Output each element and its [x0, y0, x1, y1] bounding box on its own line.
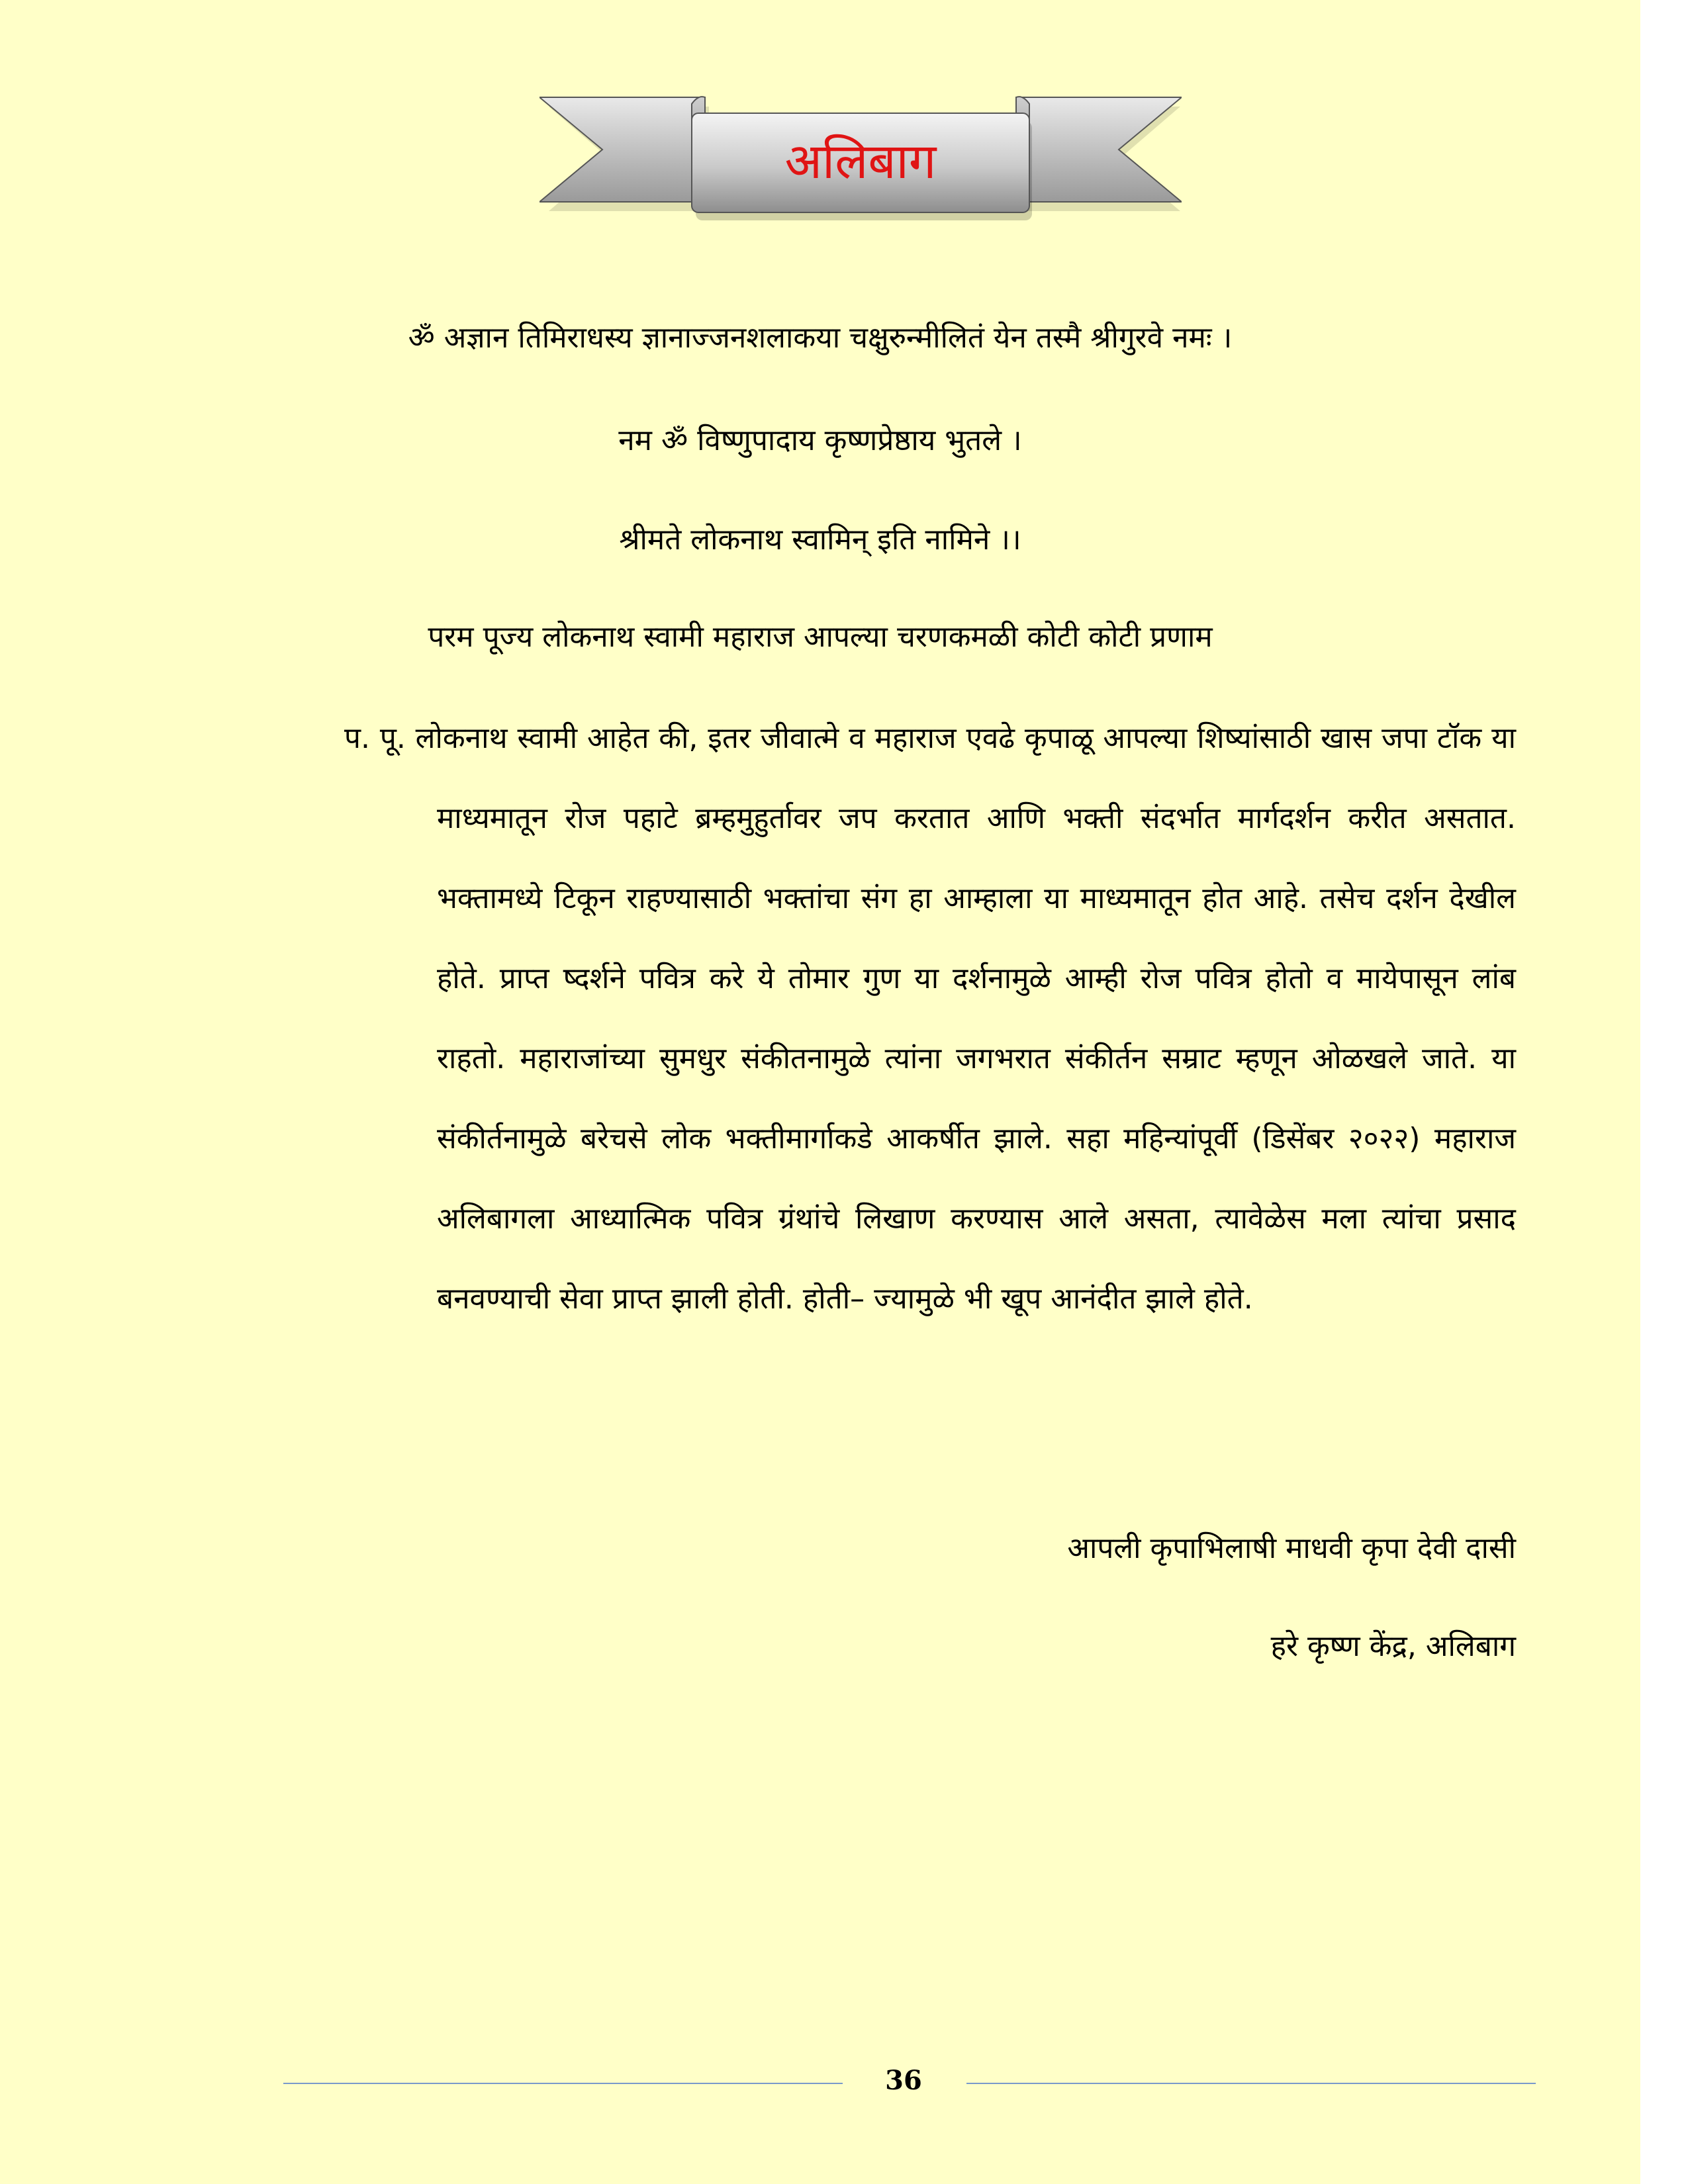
banner-title: अलिबाग	[784, 132, 937, 190]
salutation-line: परम पूज्य लोकनाथ स्वामी महाराज आपल्या चरणकमळी कोटी कोटी प्रणाम	[428, 620, 1213, 654]
invocation-line-1: ॐ अज्ञान तिमिराधस्य ज्ञानाज्जनशलाकया चक्षुरुन्मीलितं येन तस्मै श्रीगुरवे नमः ।	[408, 321, 1233, 355]
footer-rule-left	[283, 2083, 843, 2084]
body-paragraph: प. पू. लोकनाथ स्वामी आहेत की, इतर जीवात्मे व महाराज एवढे कृपाळू आपल्या शिष्यांसाठी खास जपा टॉक या माध्यमातून रोज पहाटे ब्रम्हमुहुर्तावर जप करतात आणि भक्ती संदर्भात मार्गदर्शन करीत असतात. भक्तामध्ये टिकून राहण्यासाठी भक्तांचा संग हा आम्हाला या माध्यमातून होत आहे. तसेच दर्शन देखील होते. प्राप्त ष्दर्शने पवित्र करे ये तोमार गुण या दर्शनामुळे आम्ही रोज पवित्र होतो व मायेपासून लांब राहतो. महाराजांच्या सुमधुर संकीतनामुळे त्यांना जगभरात संकीर्तन सम्राट म्हणून ओळखले जाते. या संकीर्तनामुळे बरेचसे लोक भक्तीमार्गाकडे आकर्षीत झाले. सहा महिन्यांपूर्वी (डिसेंबर २०२२) महाराज अलिबागला आध्यात्मिक पवित्र ग्रंथांचे लिखाण करण्यास आले असता, त्यावेळेस मला त्यांचा प्रसाद बनवण्याची सेवा प्राप्त झाली होती. होती– ज्यामुळे भी खूप आनंदीत झाले होते.	[344, 721, 1516, 1316]
title-ribbon-banner	[539, 89, 1182, 228]
invocation-line-2: नम ॐ विष्णुपादाय कृष्णप्रेष्ठाय भुतले ।	[618, 424, 1022, 457]
invocation-line-3: श्रीमते लोकनाथ स्वामिन् इति नामिने ।।	[619, 523, 1021, 557]
page-number: 36	[885, 2065, 922, 2096]
signature-name: आपली कृपाभिलाषी माधवी कृपा देवी दासी	[1067, 1531, 1516, 1565]
footer-rule-right	[966, 2083, 1536, 2084]
signature-place: हरे कृष्ण केंद्र, अलिबाग	[1270, 1629, 1516, 1663]
